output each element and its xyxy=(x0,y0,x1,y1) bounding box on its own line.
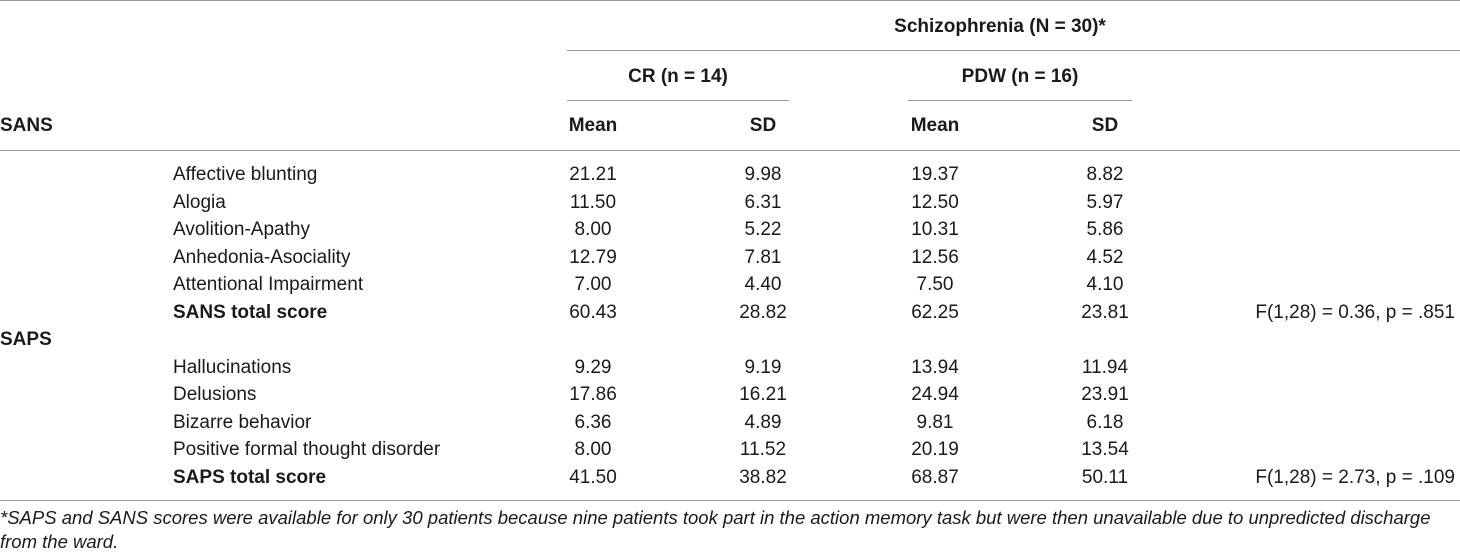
cr-mean-header: Mean xyxy=(568,115,618,136)
group-underline xyxy=(567,50,1460,51)
pdw-mean-cell: 10.31 xyxy=(911,219,959,240)
header-bottom-rule xyxy=(0,150,1460,151)
cr-mean-cell: 7.00 xyxy=(574,274,612,295)
pdw-mean-cell: 24.94 xyxy=(911,384,959,405)
cr-mean-cell: 17.86 xyxy=(569,384,617,405)
row-label: Delusions xyxy=(173,384,257,405)
cr-sd-cell: 7.81 xyxy=(744,247,782,268)
pdw-sd-cell: 4.10 xyxy=(1086,274,1124,295)
pdw-sd-header: SD xyxy=(1091,115,1119,136)
cr-mean-cell: 41.50 xyxy=(569,467,617,488)
pdw-mean-cell: 68.87 xyxy=(911,467,959,488)
saps-section-heading: SAPS xyxy=(0,329,52,350)
pdw-mean-cell: 62.25 xyxy=(911,302,959,323)
pdw-sd-cell: 23.91 xyxy=(1081,384,1129,405)
pdw-mean-header: Mean xyxy=(910,115,960,136)
cr-sd-cell: 9.19 xyxy=(744,357,782,378)
row-label: Alogia xyxy=(173,192,226,213)
row-label: Anhedonia-Asociality xyxy=(173,247,351,268)
pdw-mean-cell: 12.50 xyxy=(911,192,959,213)
pdw-group-label: PDW (n = 16) xyxy=(961,66,1079,87)
stat-cell: F(1,28) = 0.36, p = .851 xyxy=(1255,302,1455,323)
table-bottom-rule xyxy=(0,500,1460,501)
cr-sd-cell: 38.82 xyxy=(739,467,787,488)
cr-sd-cell: 4.89 xyxy=(744,412,782,433)
cr-mean-cell: 60.43 xyxy=(569,302,617,323)
cr-mean-cell: 12.79 xyxy=(569,247,617,268)
cr-mean-cell: 6.36 xyxy=(574,412,612,433)
row-label: SANS total score xyxy=(173,302,328,323)
cr-sd-cell: 5.22 xyxy=(744,219,782,240)
group-title: Schizophrenia (N = 30)* xyxy=(894,16,1106,37)
table-footnote: *SAPS and SANS scores were available for only 30 patients because nine patients took part in the action memory task but were then unavailable due to unpredicted discharge from the ward. xyxy=(0,507,1431,552)
pdw-mean-cell: 20.19 xyxy=(911,439,959,460)
pdw-mean-cell: 9.81 xyxy=(916,412,954,433)
cr-sd-cell: 6.31 xyxy=(744,192,782,213)
cr-group-label: CR (n = 14) xyxy=(628,66,728,87)
pdw-sd-cell: 6.18 xyxy=(1086,412,1124,433)
pdw-underline xyxy=(908,100,1132,101)
cr-mean-cell: 9.29 xyxy=(574,357,612,378)
pdw-sd-cell: 8.82 xyxy=(1086,164,1124,185)
pdw-mean-cell: 7.50 xyxy=(916,274,954,295)
row-label: Positive formal thought disorder xyxy=(173,439,441,460)
cr-mean-cell: 8.00 xyxy=(574,439,612,460)
stat-cell: F(1,28) = 2.73, p = .109 xyxy=(1255,467,1455,488)
pdw-mean-cell: 19.37 xyxy=(911,164,959,185)
pdw-sd-cell: 13.54 xyxy=(1081,439,1129,460)
pdw-sd-cell: 11.94 xyxy=(1081,357,1129,378)
row-label: Attentional Impairment xyxy=(173,274,364,295)
cr-sd-header: SD xyxy=(749,115,777,136)
cr-underline xyxy=(567,100,789,101)
table-top-rule xyxy=(0,0,1460,1)
pdw-sd-cell: 23.81 xyxy=(1081,302,1129,323)
row-label: Bizarre behavior xyxy=(173,412,312,433)
cr-sd-cell: 28.82 xyxy=(739,302,787,323)
cr-mean-cell: 8.00 xyxy=(574,219,612,240)
pdw-mean-cell: 12.56 xyxy=(911,247,959,268)
pdw-sd-cell: 4.52 xyxy=(1086,247,1124,268)
row-label: Avolition-Apathy xyxy=(173,219,310,240)
cr-sd-cell: 11.52 xyxy=(739,439,787,460)
cr-sd-cell: 16.21 xyxy=(739,384,787,405)
sans-section-heading: SANS xyxy=(0,115,53,136)
pdw-sd-cell: 5.86 xyxy=(1086,219,1124,240)
cr-sd-cell: 9.98 xyxy=(744,164,782,185)
pdw-mean-cell: 13.94 xyxy=(911,357,959,378)
row-label: SAPS total score xyxy=(173,467,327,488)
cr-mean-cell: 21.21 xyxy=(569,164,617,185)
pdw-sd-cell: 5.97 xyxy=(1086,192,1124,213)
row-label: Affective blunting xyxy=(173,164,318,185)
pdw-sd-cell: 50.11 xyxy=(1081,467,1129,488)
cr-sd-cell: 4.40 xyxy=(744,274,782,295)
row-label: Hallucinations xyxy=(173,357,292,378)
cr-mean-cell: 11.50 xyxy=(569,192,617,213)
